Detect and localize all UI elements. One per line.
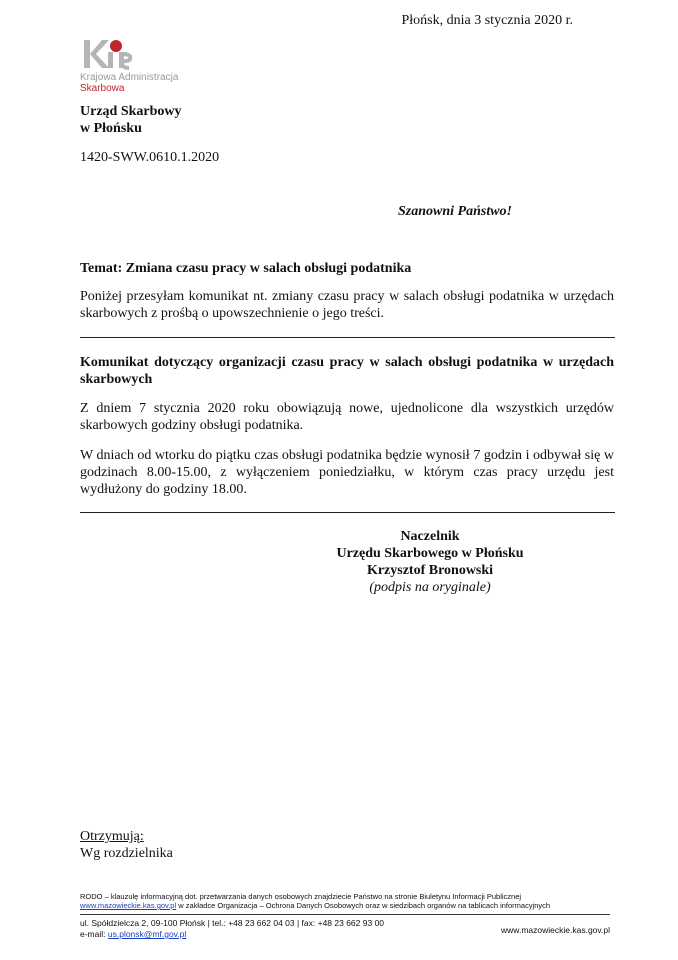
footer-divider (80, 914, 610, 915)
rodo-line-2 (80, 901, 620, 910)
signature-name: Krzysztof Bronowski (366, 563, 494, 578)
office-name-line1: Urząd Skarbowy (80, 104, 182, 119)
footer-email-label: e-mail: (80, 929, 108, 939)
signature-role: Naczelnik (400, 529, 460, 544)
logo-caption-line2: Skarbowa (80, 83, 125, 94)
logo-caption-line1: Krajowa Administracja (80, 72, 179, 83)
signature-note: (podpis na oryginale) (369, 580, 491, 595)
signature-office: Urzędu Skarbowego w Płońsku (336, 546, 524, 561)
greeting: Szanowni Państwo! (398, 204, 512, 219)
communique-paragraph-2: W dniach od wtorku do piątku czas obsługi podatnika będzie wynosił 7 godzin i odbywał się w godzinach 8.00-15.00, z wyłączeniem poniedziałku, w którym czas pracy urzędu jest wydłużony do godziny 18.00. (80, 448, 614, 497)
footer-email-link[interactable]: us.plonsk@mf.gov.pl (107, 929, 187, 939)
communique-title: Komunikat dotyczący organizacji czasu pracy w salach obsługi podatnika w urzędach skarbowych (80, 355, 614, 387)
footer-address: ul. Spółdzielcza 2, 09-100 Płońsk | tel.: +48 23 662 04 03 | fax: +48 23 662 93 00 (80, 918, 385, 928)
office-name-line2: w Płońsku (80, 121, 142, 136)
recipients (80, 828, 173, 862)
recipients-value: Wg rozdzielnika (80, 846, 173, 861)
reference-number: 1420-SWW.0610.1.2020 (80, 150, 220, 165)
footer-rodo-notice (80, 892, 620, 910)
communique-paragraph-1: Z dniem 7 stycznia 2020 roku obowiązują nowe, ujednolicone dla wszystkich urzędów skarbowych godziny obsługi podatnika. (80, 401, 614, 433)
rodo-line-1: RODO – klauzulę informacyjną dot. przetwarzania danych osobowych znajdziecie Państwo na stronie Biuletynu Informacji Publicznej (80, 892, 522, 901)
footer-contact (80, 918, 384, 940)
rodo-link[interactable]: www.mazowieckie.kas.gov.pl (80, 901, 177, 910)
logo-caption (80, 72, 178, 94)
kas-logo-mark-icon (82, 38, 134, 72)
footer-email-line (80, 929, 384, 940)
divider-bottom (80, 512, 615, 513)
signature-block (300, 528, 560, 596)
intro-paragraph: Poniżej przesyłam komunikat nt. zmiany czasu pracy w salach obsługi podatnika w urzędach skarbowych z prośbą o upowszechnienie o jego treści. (80, 289, 614, 321)
kas-logo (80, 38, 190, 98)
divider-top (80, 337, 615, 338)
office-name (80, 103, 182, 137)
footer-website[interactable]: www.mazowieckie.kas.gov.pl (501, 925, 610, 935)
recipients-label: Otrzymują: (80, 829, 144, 844)
letter-date: Płońsk, dnia 3 stycznia 2020 r. (401, 13, 573, 28)
subject-line: Temat: Zmiana czasu pracy w salach obsługi podatnika (80, 261, 412, 276)
rodo-line-2-text: w zakładce Organizacja – Ochrona Danych Osobowych oraz w siedzibach organów na tablicach informacyjnych (176, 901, 551, 910)
